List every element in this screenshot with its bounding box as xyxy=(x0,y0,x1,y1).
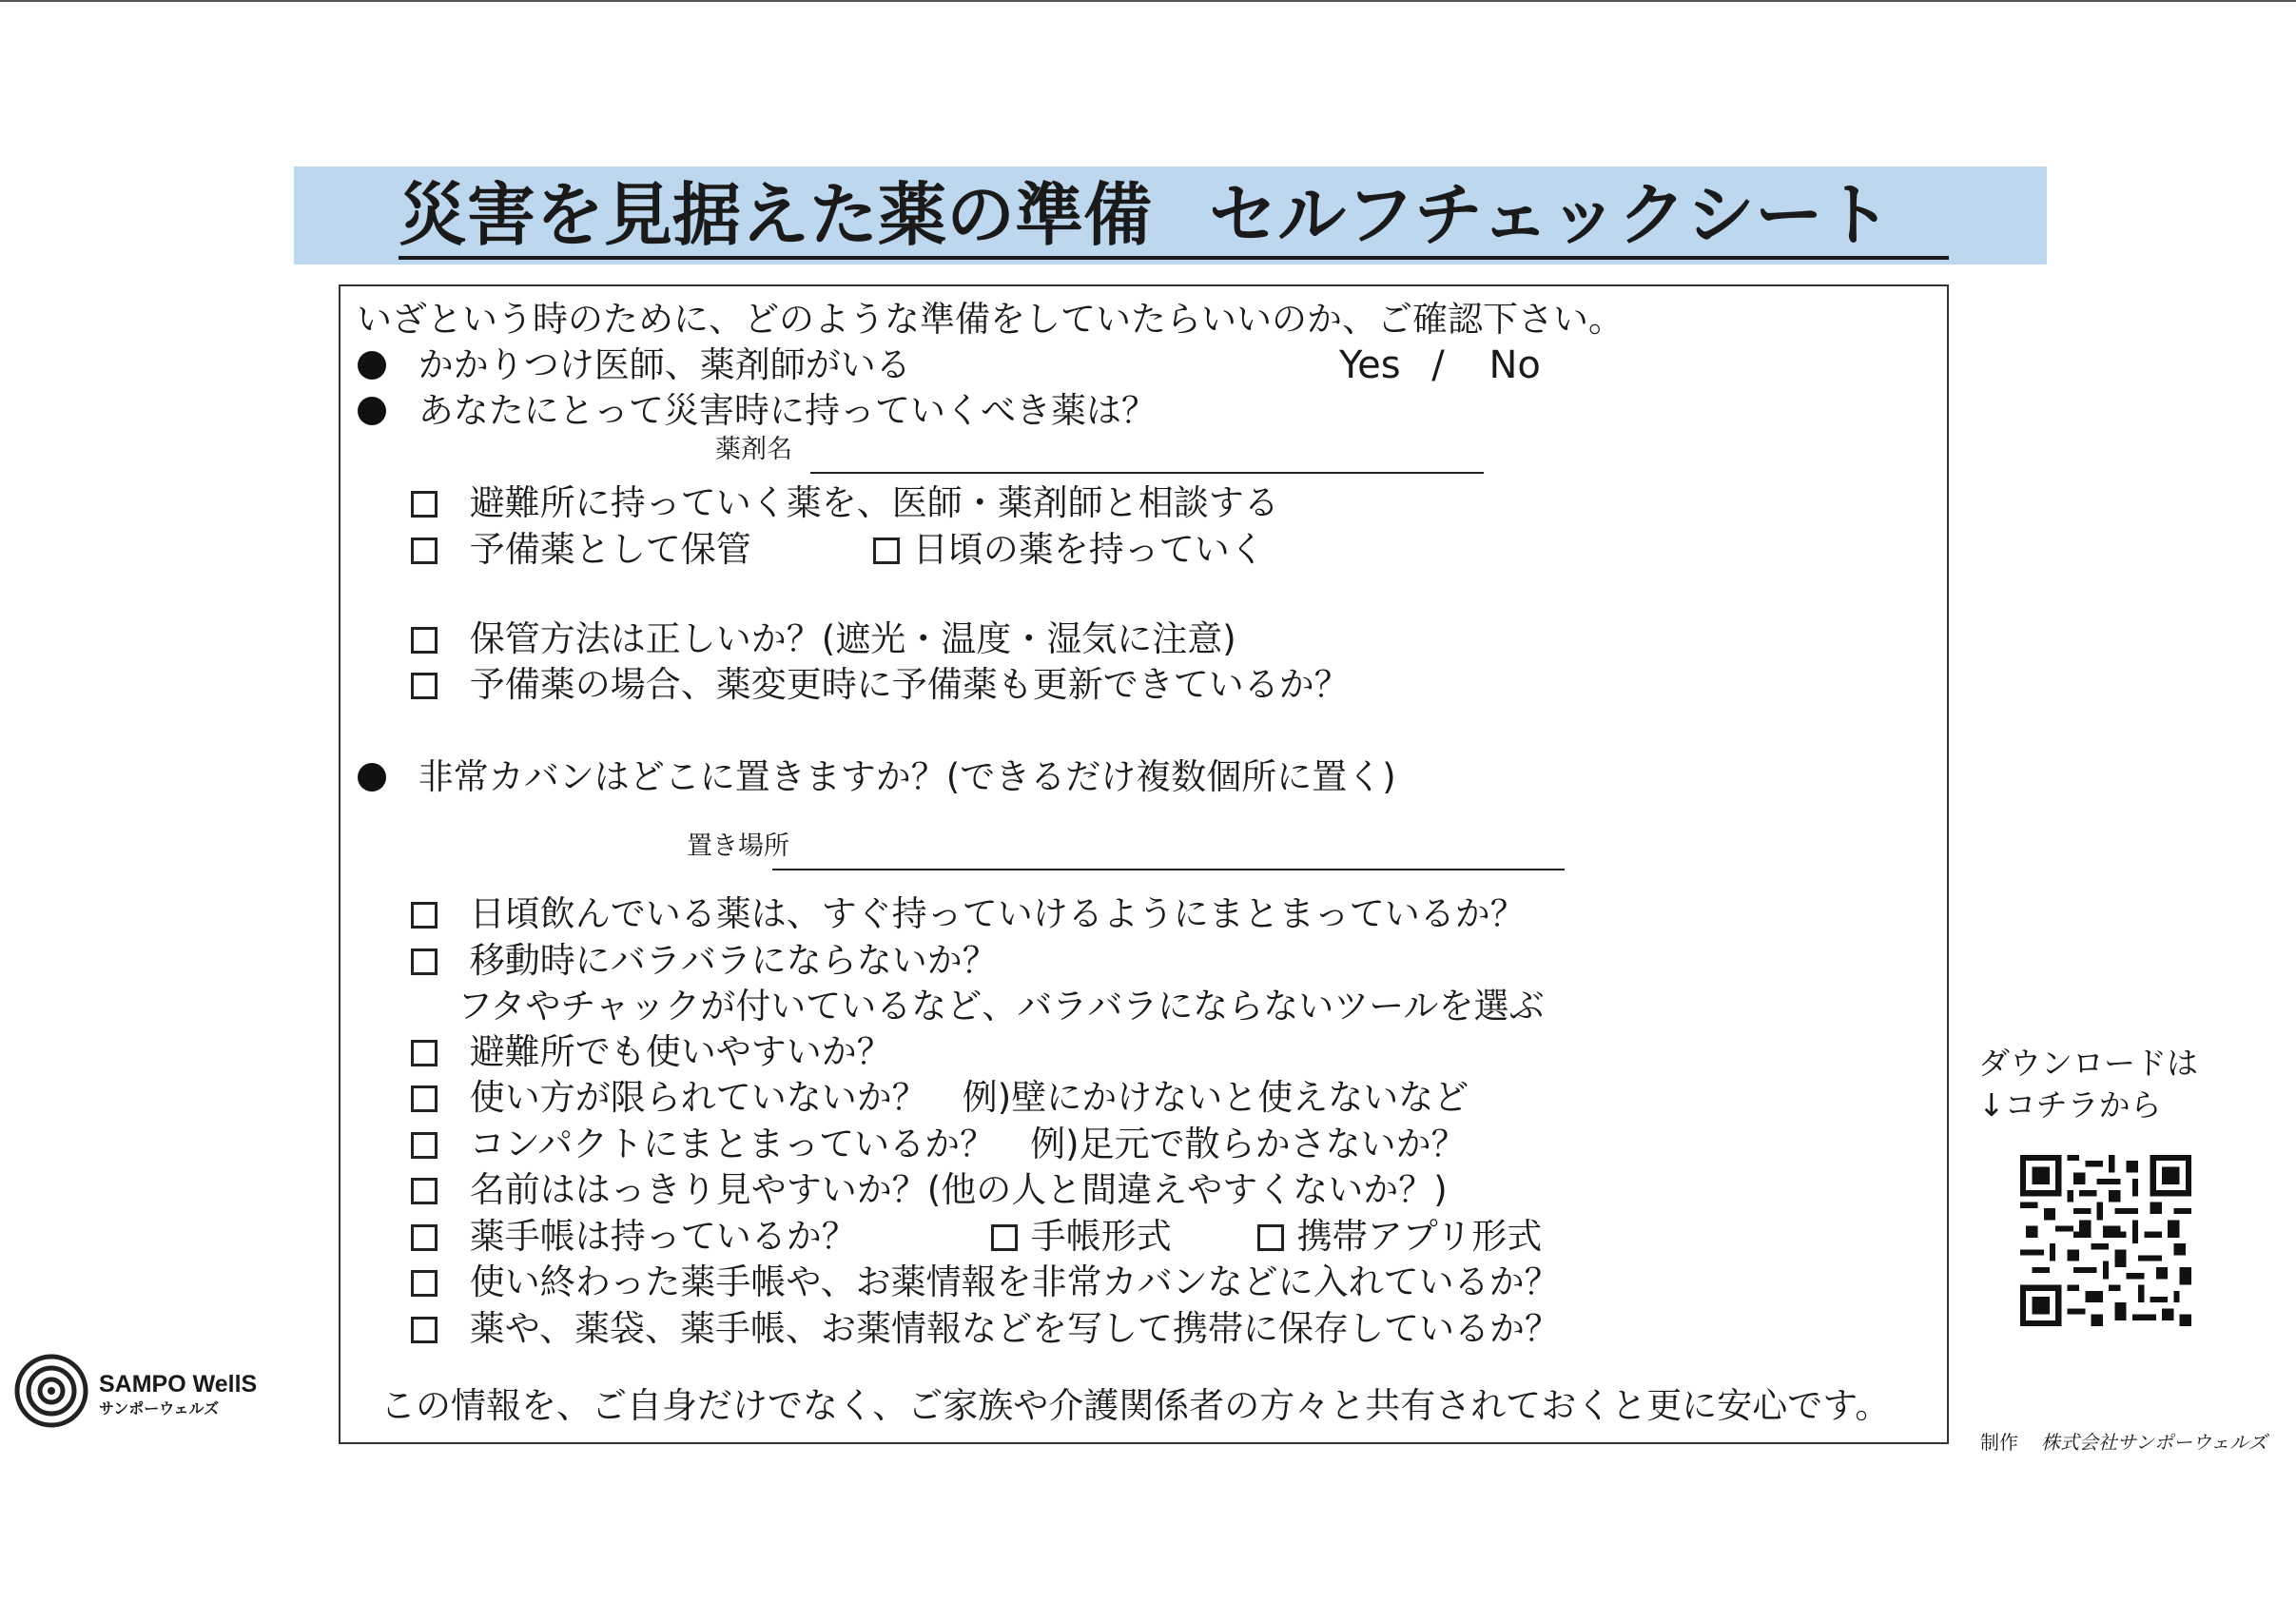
medicine-name-label: 薬剤名 xyxy=(715,435,792,464)
checklist-item: 使い方が限られていないか？ 例)壁にかけないと使えないなど xyxy=(411,1076,1469,1120)
checklist-item: 避難所に持っていく薬を、医師・薬剤師と相談する xyxy=(411,481,1279,525)
checkbox[interactable] xyxy=(411,1317,438,1343)
credit-label: 制作 xyxy=(1980,1431,2018,1454)
yes-no-separator: / xyxy=(1431,343,1445,387)
qr-code-icon[interactable] xyxy=(2020,1155,2191,1326)
checklist-item: 予備薬の場合、薬変更時に予備薬も更新できているか？ xyxy=(411,663,1350,707)
yes-no-choice xyxy=(1339,343,1541,387)
question-doctor xyxy=(358,343,911,387)
checkbox[interactable] xyxy=(991,1224,1018,1251)
footer-note: この情報を、ご自身だけでなく、ご家族や介護関係者の方々と共有されておくと更に安心です。 xyxy=(380,1385,1891,1426)
checkbox[interactable] xyxy=(411,538,438,564)
checkbox[interactable] xyxy=(411,1040,438,1066)
checkbox[interactable] xyxy=(411,627,438,654)
checkbox[interactable] xyxy=(1257,1224,1284,1251)
checklist-item: 薬手帳は持っているか？ xyxy=(411,1215,857,1259)
checklist-item: 日頃の薬を持っていく xyxy=(873,528,1265,572)
checkbox[interactable] xyxy=(411,673,438,699)
checkbox[interactable] xyxy=(411,1224,438,1251)
checklist-item: 手帳形式 xyxy=(991,1215,1172,1259)
title-part-2: セルフチェックシート xyxy=(1209,175,1892,255)
checkbox[interactable] xyxy=(411,491,438,518)
checkbox[interactable] xyxy=(411,1132,438,1159)
intro-text: いざという時のために、どのような準備をしていたらいいのか、ご確認下さい。 xyxy=(357,299,1624,340)
checkbox[interactable] xyxy=(411,948,438,975)
question-bag-text: 非常カバンはどこに置きますか？(できるだけ複数個所に置く) xyxy=(418,756,1396,797)
checkbox[interactable] xyxy=(873,538,900,564)
checklist-item: 携帯アプリ形式 xyxy=(1257,1215,1542,1259)
checklist-item: 使い終わった薬手帳や、お薬情報を非常カバンなどに入れているか？ xyxy=(411,1261,1560,1304)
checklist-item: 移動時にバラバラにならないか？ xyxy=(411,939,998,983)
download-label-2: ↓コチラから xyxy=(1978,1086,2162,1124)
question-medicine xyxy=(358,389,1157,433)
bullet-icon xyxy=(358,397,386,425)
storage-place-label: 置き場所 xyxy=(687,831,789,861)
checkbox[interactable] xyxy=(411,902,438,929)
checklist-item: 保管方法は正しいか？(遮光・温度・湿気に注意) xyxy=(411,617,1236,661)
checklist-item: 名前ははっきり見やすいか？(他の人と間違えやすくないか？) xyxy=(411,1168,1448,1212)
question-doctor-text: かかりつけ医師、薬剤師がいる xyxy=(418,344,911,385)
title-part-1: 災害を見据えた薬の準備 xyxy=(399,175,1153,255)
page-title xyxy=(399,174,1949,260)
bullet-icon xyxy=(358,351,386,380)
medicine-name-field[interactable] xyxy=(810,472,1484,474)
yes-option[interactable]: Yes xyxy=(1339,343,1401,387)
checkbox[interactable] xyxy=(411,1085,438,1112)
checkbox[interactable] xyxy=(411,1178,438,1204)
question-bag xyxy=(358,755,1396,799)
checklist-note: フタやチャックが付いているなど、バラバラにならないツールを選ぶ xyxy=(457,986,1545,1027)
download-label-1: ダウンロードは xyxy=(1978,1045,2198,1082)
bullet-icon xyxy=(358,763,386,792)
checklist-item: 日頃飲んでいる薬は、すぐ持っていけるようにまとまっているか？ xyxy=(411,892,1526,936)
checklist-item: 薬や、薬袋、薬手帳、お薬情報などを写して携帯に保存しているか？ xyxy=(411,1307,1560,1351)
logo-name: SAMPO WellS xyxy=(99,1371,258,1398)
storage-place-field[interactable] xyxy=(772,869,1565,870)
question-medicine-text: あなたにとって災害時に持っていくべき薬は？ xyxy=(418,390,1158,431)
sampo-wells-logo-icon xyxy=(13,1353,89,1429)
checkbox[interactable] xyxy=(411,1270,438,1297)
checklist-item: 予備薬として保管 xyxy=(411,528,751,572)
credit-company: 株式会社サンポーウェルズ xyxy=(2041,1431,2267,1454)
logo-kana: サンポーウェルズ xyxy=(99,1399,220,1418)
checklist-item: 避難所でも使いやすいか？ xyxy=(411,1030,892,1074)
top-border-line xyxy=(0,0,2296,2)
checklist-item: コンパクトにまとまっているか？ 例)足元で散らかさないか？ xyxy=(411,1123,1467,1166)
no-option[interactable]: No xyxy=(1489,343,1541,387)
